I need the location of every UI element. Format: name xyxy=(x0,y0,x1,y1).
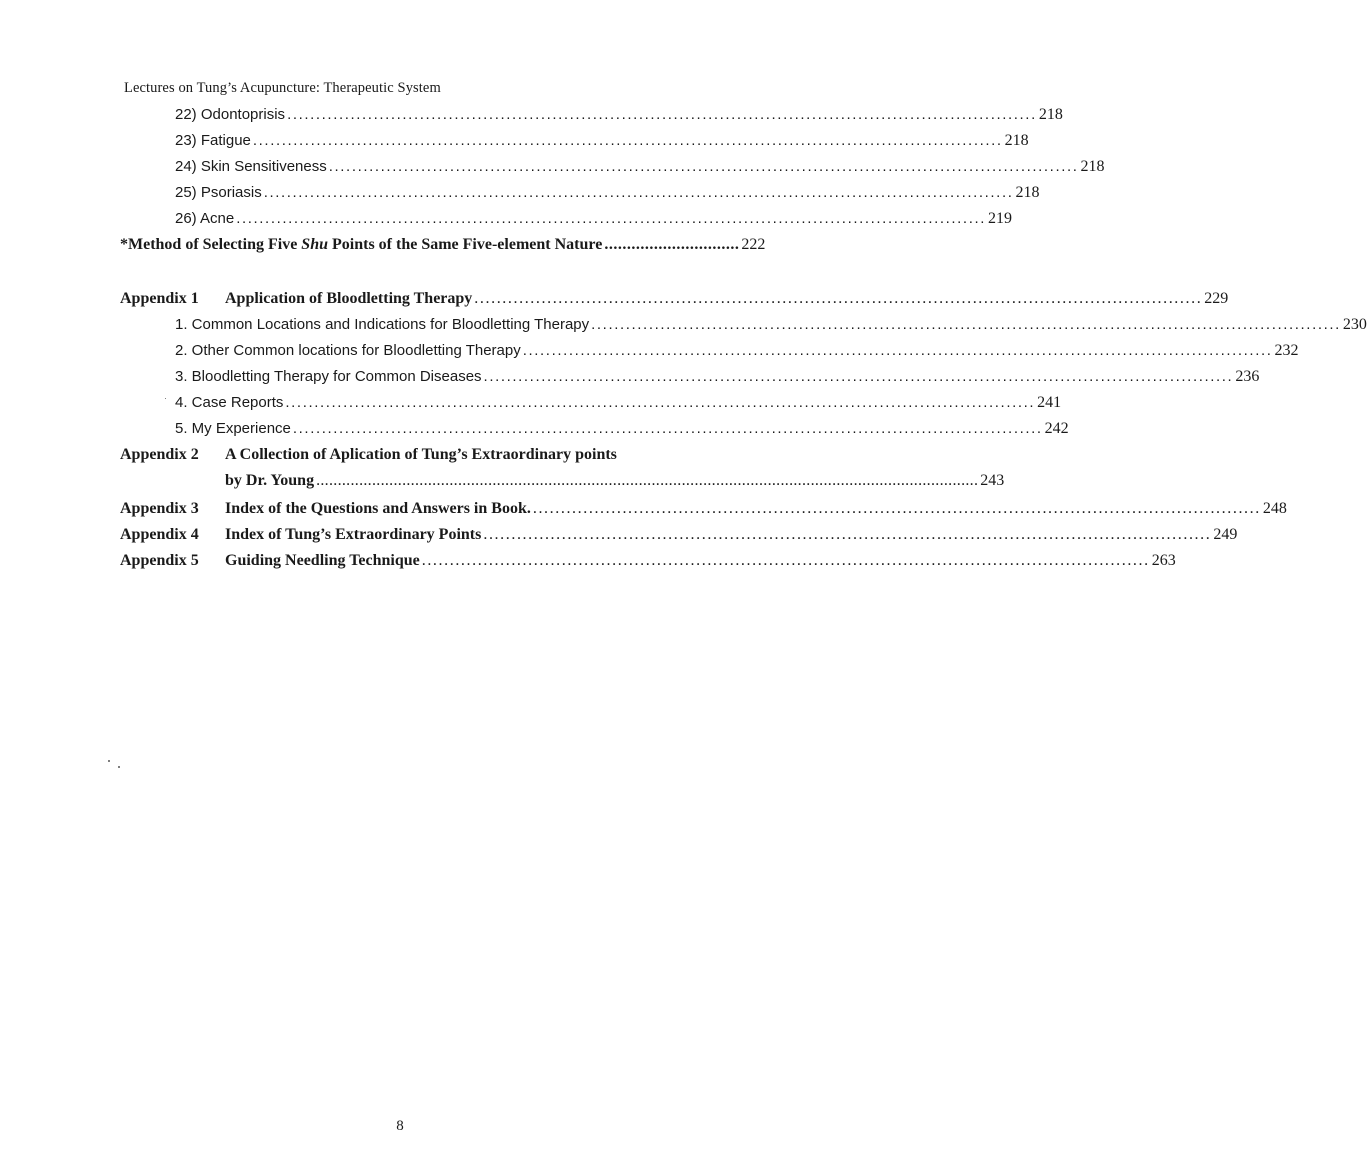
entry-title: 5. My Experience xyxy=(175,420,291,437)
appendix-label: Appendix 4 xyxy=(120,526,199,543)
entry-page: 243 xyxy=(980,472,1005,489)
appendix-title: Index of Tung’s Extraordinary Points xyxy=(225,526,482,543)
entry-title: 24) Skin Sensitiveness xyxy=(175,158,327,175)
toc-entry[interactable] xyxy=(175,184,1040,202)
toc-appendix-3[interactable] xyxy=(120,500,1287,518)
dot-leader: .................................................................................................................................. xyxy=(292,420,1043,437)
entry-page: 248 xyxy=(1262,500,1287,517)
appendix-title-continued: by Dr. Young xyxy=(225,472,315,489)
entry-page: 218 xyxy=(1015,184,1040,201)
entry-page: 249 xyxy=(1213,526,1238,543)
toc-entry[interactable] xyxy=(175,368,1260,386)
page-number: 8 xyxy=(396,1118,404,1134)
scan-speck xyxy=(165,398,166,399)
dot-leader: .................................................................................................................................. xyxy=(287,106,1037,123)
dot-leader: .............................. xyxy=(604,236,740,253)
dot-leader: .................................................................................................................................. xyxy=(483,368,1234,385)
dot-leader: .................................................................................................................................. xyxy=(236,210,986,227)
appendix-label: Appendix 3 xyxy=(120,500,199,517)
toc-entry[interactable] xyxy=(175,394,1062,412)
entry-title: 2. Other Common locations for Bloodletting Therapy xyxy=(175,342,521,359)
entry-page: 219 xyxy=(988,210,1012,227)
scan-speck xyxy=(118,766,120,768)
appendix-title: Index of the Questions and Answers in Book. xyxy=(225,500,531,517)
appendix-title: Guiding Needling Technique xyxy=(225,552,420,569)
entry-title: 26) Acne xyxy=(175,210,235,227)
dot-leader: .......................................................................................................................................................... xyxy=(316,472,979,489)
toc-appendix-2[interactable] xyxy=(120,446,617,464)
dot-leader: .................................................................................................................................. xyxy=(285,394,1036,411)
dot-leader: .................................................................................................................................. xyxy=(474,290,1203,307)
entry-page: 218 xyxy=(1080,158,1105,175)
appendix-label: Appendix 2 xyxy=(120,446,199,463)
toc-entry[interactable] xyxy=(175,342,1299,360)
toc-entry[interactable] xyxy=(175,210,1012,228)
entry-page: 242 xyxy=(1044,420,1069,437)
toc-appendix-1[interactable] xyxy=(120,290,1229,308)
dot-leader: .................................................................................................................................. xyxy=(483,526,1212,543)
entry-page: 222 xyxy=(741,236,766,253)
entry-page: 230 xyxy=(1342,316,1367,333)
appendix-label: Appendix 1 xyxy=(120,290,199,307)
entry-page: 218 xyxy=(1038,106,1063,123)
toc-entry[interactable] xyxy=(175,316,1367,334)
appendix-title: Application of Bloodletting Therapy xyxy=(225,290,473,307)
entry-page: 232 xyxy=(1274,342,1299,359)
toc-entry[interactable] xyxy=(175,106,1063,124)
entry-title: *Method of Selecting Five Shu Points of the Same Five-element Nature xyxy=(120,236,603,253)
running-header: Lectures on Tung’s Acupuncture: Therapeutic System xyxy=(124,80,441,96)
entry-page: 263 xyxy=(1151,552,1176,569)
dot-leader: .................................................................................................................................. xyxy=(328,158,1079,175)
entry-title: 25) Psoriasis xyxy=(175,184,262,201)
entry-page: 236 xyxy=(1235,368,1260,385)
toc-appendix-5[interactable] xyxy=(120,552,1176,570)
toc-appendix-4[interactable] xyxy=(120,526,1238,544)
toc-entry[interactable] xyxy=(175,420,1069,438)
entry-page: 241 xyxy=(1037,394,1062,411)
toc-entry[interactable] xyxy=(175,158,1105,176)
entry-title: 1. Common Locations and Indications for Bloodletting Therapy xyxy=(175,316,590,333)
toc-entry-method[interactable] xyxy=(120,236,766,254)
dot-leader: .................................................................................................................................. xyxy=(252,132,1003,149)
dot-leader: .................................................................................................................................. xyxy=(591,316,1341,333)
entry-title: 22) Odontoprisis xyxy=(175,106,286,123)
appendix-title: A Collection of Aplication of Tung’s Extraordinary points xyxy=(225,446,617,463)
dot-leader: .................................................................................................................................. xyxy=(522,342,1273,359)
dot-leader: .................................................................................................................................. xyxy=(421,552,1150,569)
entry-title: 23) Fatigue xyxy=(175,132,251,149)
entry-title: 3. Bloodletting Therapy for Common Diseases xyxy=(175,368,482,385)
toc-entry[interactable] xyxy=(175,132,1029,150)
toc-appendix-2-continued[interactable] xyxy=(225,472,1005,490)
dot-leader: .................................................................................................................................. xyxy=(532,500,1261,517)
entry-page: 229 xyxy=(1204,290,1229,307)
entry-page: 218 xyxy=(1004,132,1029,149)
scan-speck xyxy=(108,760,110,762)
entry-title: 4. Case Reports xyxy=(175,394,284,411)
appendix-label: Appendix 5 xyxy=(120,552,199,569)
dot-leader: .................................................................................................................................. xyxy=(263,184,1014,201)
